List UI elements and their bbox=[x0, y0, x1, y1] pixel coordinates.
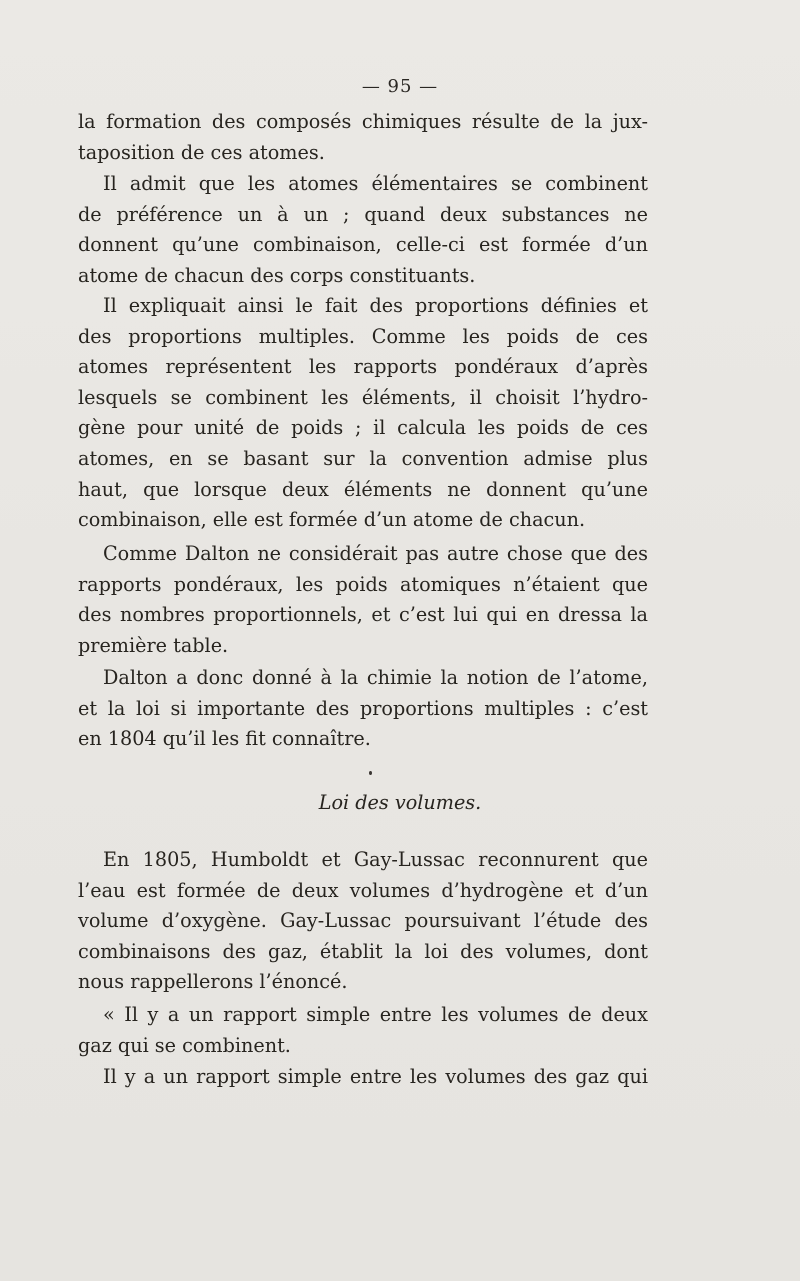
paragraph-line: Il y a un rapport simple entre les volumes des gaz qui bbox=[103, 1065, 648, 1088]
paragraph-line: taposition de ces atomes. bbox=[78, 140, 325, 164]
paragraph-line: volume d’oxygène. Gay-Lussac poursuivant l’étude des bbox=[78, 909, 648, 933]
paragraph-4 bbox=[78, 539, 648, 661]
quotation bbox=[78, 1000, 648, 1061]
paragraph-line: rapports pondéraux, les poids atomiques n’étaient que bbox=[78, 572, 648, 596]
paragraph-5 bbox=[78, 663, 648, 755]
paragraph-line: Comme Dalton ne considérait pas autre chose que des bbox=[103, 542, 648, 565]
paragraph-line: et la loi si importante des proportions multiples : c’est bbox=[78, 696, 648, 720]
paragraph-line: En 1805, Humboldt et Gay-Lussac reconnurent que bbox=[103, 848, 648, 871]
paragraph-8 bbox=[78, 1062, 648, 1093]
paragraph-line: gaz qui se combinent. bbox=[78, 1033, 291, 1057]
paragraph-line: de préférence un à un ; quand deux substances ne bbox=[78, 202, 648, 226]
paragraph-line: des nombres proportionnels, et c’est lui qui en dressa la bbox=[78, 603, 648, 627]
paragraph-line: atomes représentent les rapports pondéraux d’après bbox=[78, 355, 648, 379]
paragraph-line: Il admit que les atomes élémentaires se combinent bbox=[103, 172, 648, 195]
paragraph-2 bbox=[78, 169, 648, 291]
page-number: — 95 — bbox=[361, 76, 439, 97]
paragraph-line: première table. bbox=[78, 633, 229, 657]
paragraph-line: haut, que lorsque deux éléments ne donnent qu’une bbox=[78, 477, 648, 501]
paragraph-line: donnent qu’une combinaison, celle-ci est formée d’un bbox=[78, 233, 648, 257]
paragraph-line: atomes, en se basant sur la convention admise plus bbox=[78, 446, 648, 470]
paragraph-line: combinaison, elle est formée d’un atome de chacun. bbox=[78, 508, 586, 532]
section-title: Loi des volumes. bbox=[318, 791, 482, 814]
paragraph-line: gène pour unité de poids ; il calcula les poids de ces bbox=[78, 416, 648, 440]
paragraph-line: combinaisons des gaz, établit la loi des volumes, dont bbox=[78, 939, 648, 963]
ink-speck bbox=[369, 771, 372, 775]
paragraph-line: l’eau est formée de deux volumes d’hydrogène et d’un bbox=[78, 878, 648, 902]
paragraph-line: Il expliquait ainsi le fait des proportions définies et bbox=[103, 294, 648, 317]
paragraph-line: atome de chacun des corps constituants. bbox=[78, 263, 476, 287]
paragraph-line: des proportions multiples. Comme les poids de ces bbox=[78, 324, 648, 348]
paragraph-line: nous rappellerons l’énoncé. bbox=[78, 970, 348, 994]
paragraph-1 bbox=[78, 107, 648, 168]
paragraph-line: « Il y a un rapport simple entre les volumes de deux bbox=[103, 1003, 648, 1026]
paragraph-line: lesquels se combinent les éléments, il choisit l’hydro- bbox=[78, 385, 648, 409]
paragraph-6 bbox=[78, 845, 648, 998]
paragraph-line: en 1804 qu’il les fit connaître. bbox=[78, 727, 371, 751]
paragraph-line: la formation des composés chimiques résulte de la jux- bbox=[78, 110, 648, 133]
paragraph-line: Dalton a donc donné à la chimie la notion de l’atome, bbox=[103, 666, 648, 689]
paragraph-3 bbox=[78, 291, 648, 536]
